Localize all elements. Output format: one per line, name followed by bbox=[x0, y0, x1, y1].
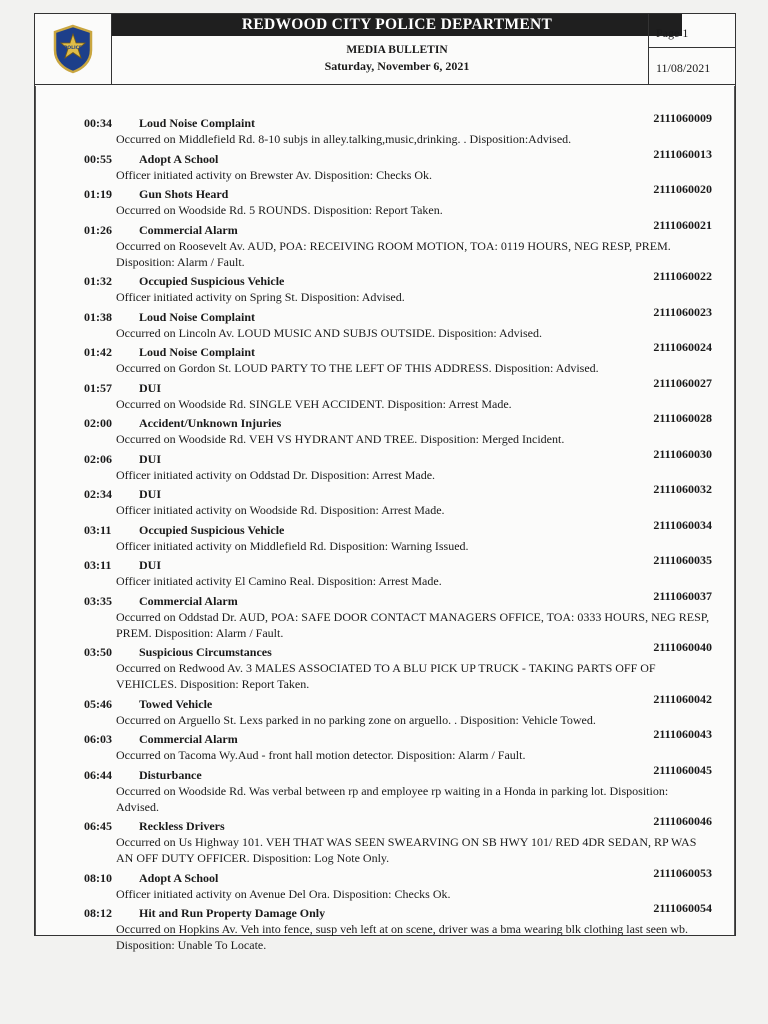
incident-entry bbox=[84, 517, 712, 554]
incident-number: 2111060046 bbox=[653, 814, 712, 828]
incident-type: DUI bbox=[139, 487, 162, 501]
printed-date: 11/08/2021 bbox=[656, 61, 711, 75]
incident-list bbox=[84, 111, 712, 957]
incident-header bbox=[84, 411, 712, 431]
incident-time: 03:50 bbox=[84, 645, 112, 659]
incident-type: Hit and Run Property Damage Only bbox=[139, 906, 326, 920]
incident-description: Officer initiated activity El Camino Real. Disposition: Arrest Made. bbox=[116, 574, 442, 588]
incident-header bbox=[84, 375, 712, 396]
incident-time: 02:00 bbox=[84, 416, 112, 430]
incident-time: 01:32 bbox=[84, 274, 112, 288]
incident-description: Occurred on Woodside Rd. Was verbal between rp and employee rp waiting in a Honda in parking lot. Disposition: Advised. bbox=[116, 783, 669, 814]
bulletin-date: Saturday, November 6, 2021 bbox=[324, 59, 470, 73]
incident-time: 06:45 bbox=[84, 819, 112, 833]
incident-type: Accident/Unknown Injuries bbox=[139, 416, 282, 430]
incident-time: 06:03 bbox=[84, 732, 112, 746]
incident-entry bbox=[84, 901, 712, 953]
incident-entry bbox=[84, 640, 712, 692]
incident-header bbox=[84, 588, 712, 609]
incident-number: 2111060009 bbox=[653, 111, 712, 125]
incident-type: Loud Noise Complaint bbox=[139, 116, 256, 130]
incident-time: 03:11 bbox=[84, 558, 112, 572]
incident-number: 2111060043 bbox=[653, 727, 712, 741]
bulletin-subtitle: MEDIA BULLETIN bbox=[346, 44, 448, 56]
incident-number: 2111060028 bbox=[653, 411, 712, 425]
incident-number: 2111060027 bbox=[653, 375, 712, 390]
incident-description: Officer initiated activity on Brewster Av. Disposition: Checks Ok. bbox=[116, 167, 433, 182]
incident-header bbox=[84, 691, 712, 712]
incident-header bbox=[84, 640, 712, 660]
incident-description: Occurred on Woodside Rd. VEH VS HYDRANT AND TREE. Disposition: Merged Incident. bbox=[116, 432, 565, 446]
incident-description: Officer initiated activity on Spring St. Disposition: Advised. bbox=[116, 290, 405, 304]
incident-entry bbox=[84, 691, 712, 728]
incident-type: Commercial Alarm bbox=[139, 732, 238, 746]
incident-number: 2111060023 bbox=[653, 304, 712, 319]
incident-type: DUI bbox=[139, 380, 162, 395]
incident-time: 00:34 bbox=[84, 116, 112, 130]
incident-type: Occupied Suspicious Vehicle bbox=[139, 522, 285, 537]
incident-type: Reckless Drivers bbox=[139, 819, 225, 833]
incident-entry bbox=[84, 269, 712, 305]
incident-entry bbox=[84, 217, 712, 270]
incident-number: 2111060032 bbox=[653, 482, 712, 496]
incident-entry bbox=[84, 588, 712, 641]
incident-entry bbox=[84, 553, 712, 589]
bulletin-page bbox=[34, 13, 736, 952]
incident-description: Occurred on Us Highway 101. VEH THAT WAS SEEN SWEARVING ON SB HWY 101/ RED 4DR SEDAN, RP WAS AN OFF DUTY OFFICER. Disposition: Log Note Only. bbox=[116, 835, 697, 865]
incident-entry bbox=[84, 762, 712, 815]
incident-time: 08:12 bbox=[84, 906, 112, 920]
incident-type: Commercial Alarm bbox=[139, 593, 238, 608]
department-title: REDWOOD CITY POLICE DEPARTMENT bbox=[112, 14, 682, 36]
bulletin-header bbox=[35, 14, 735, 85]
incident-number: 2111060022 bbox=[653, 269, 712, 283]
incident-description: Occurred on Redwood Av. 3 MALES ASSOCIATED TO A BLU PICK UP TRUCK - TAKING PARTS OFF OF VEHICLES. Disposition: Report Taken. bbox=[116, 661, 656, 691]
incident-time: 06:44 bbox=[84, 767, 112, 782]
incident-number: 2111060020 bbox=[653, 182, 712, 196]
incident-header bbox=[84, 865, 712, 886]
incident-description: Occurred on Oddstad Dr. AUD, POA: SAFE DOOR CONTACT MANAGERS OFFICE, TOA: 0333 HOURS, NEG RESP, PREM. Disposition: Alarm / Fault. bbox=[116, 609, 710, 640]
incident-entry bbox=[84, 182, 712, 218]
incident-time: 00:55 bbox=[84, 151, 112, 166]
incident-entry bbox=[84, 814, 712, 866]
incident-header bbox=[84, 304, 712, 325]
incident-description: Officer initiated activity on Woodside Rd. Disposition: Arrest Made. bbox=[116, 503, 445, 517]
incident-time: 01:26 bbox=[84, 222, 112, 237]
incident-type: Loud Noise Complaint bbox=[139, 309, 256, 324]
incident-type: DUI bbox=[139, 558, 162, 572]
page-number: Page 1 bbox=[649, 14, 736, 48]
incident-time: 01:38 bbox=[84, 309, 112, 324]
incident-entry bbox=[84, 304, 712, 341]
incident-description: Occurred on Hopkins Av. Veh into fence, susp veh left at on scene, driver was a bma wearing blk clothing last seen wb. Disposition: Unable To Locate. bbox=[116, 922, 688, 952]
incident-header bbox=[84, 111, 712, 131]
incident-time: 02:06 bbox=[84, 451, 112, 466]
incident-description: Occurred on Middlefield Rd. 8-10 subjs in alley.talking,music,drinking. . Disposition:Advised. bbox=[116, 132, 572, 146]
incident-time: 01:19 bbox=[84, 187, 112, 201]
incident-type: DUI bbox=[139, 451, 162, 466]
incident-header bbox=[84, 217, 712, 238]
bulletin-body bbox=[35, 86, 735, 952]
incident-entry bbox=[84, 727, 712, 763]
department-logo bbox=[35, 14, 112, 84]
incident-header bbox=[84, 269, 712, 289]
incident-entry bbox=[84, 865, 712, 902]
incident-description: Occurred on Gordon St. LOUD PARTY TO THE LEFT OF THIS ADDRESS. Disposition: Advised. bbox=[116, 361, 599, 375]
incident-entry bbox=[84, 111, 712, 147]
incident-header bbox=[84, 182, 712, 202]
incident-number: 2111060035 bbox=[653, 553, 712, 567]
incident-time: 03:35 bbox=[84, 593, 112, 608]
incident-time: 01:57 bbox=[84, 380, 112, 395]
incident-time: 02:34 bbox=[84, 487, 112, 501]
incident-description: Occurred on Woodside Rd. SINGLE VEH ACCIDENT. Disposition: Arrest Made. bbox=[116, 396, 512, 411]
incident-number: 2111060034 bbox=[653, 517, 712, 532]
incident-header bbox=[84, 814, 712, 834]
incident-header bbox=[84, 146, 712, 167]
incident-header bbox=[84, 482, 712, 502]
incident-type: Gun Shots Heard bbox=[139, 187, 229, 201]
police-badge-icon bbox=[51, 24, 95, 74]
incident-type: Suspicious Circumstances bbox=[139, 645, 272, 659]
incident-number: 2111060053 bbox=[653, 865, 712, 880]
incident-description: Officer initiated activity on Oddstad Dr. Disposition: Arrest Made. bbox=[116, 467, 436, 482]
incident-number: 2111060042 bbox=[653, 691, 712, 706]
incident-header bbox=[84, 553, 712, 573]
incident-number: 2111060045 bbox=[653, 762, 712, 777]
incident-entry bbox=[84, 146, 712, 183]
incident-time: 03:11 bbox=[84, 522, 112, 537]
incident-header bbox=[84, 517, 712, 538]
incident-type: Loud Noise Complaint bbox=[139, 345, 256, 359]
incident-number: 2111060054 bbox=[653, 901, 712, 915]
incident-description: Occurred on Roosevelt Av. AUD, POA: RECEIVING ROOM MOTION, TOA: 0119 HOURS, NEG RESP, PREM. Disposition: Alarm / Fault. bbox=[116, 238, 671, 269]
incident-type: Disturbance bbox=[139, 767, 202, 782]
incident-time: 08:10 bbox=[84, 870, 112, 885]
incident-header bbox=[84, 762, 712, 783]
incident-type: Occupied Suspicious Vehicle bbox=[139, 274, 285, 288]
incident-type: Adopt A School bbox=[139, 151, 219, 166]
incident-number: 2111060037 bbox=[653, 588, 712, 603]
incident-entry bbox=[84, 446, 712, 483]
incident-description: Occurred on Tacoma Wy.Aud - front hall motion detector. Disposition: Alarm / Fault. bbox=[116, 748, 526, 762]
incident-entry bbox=[84, 340, 712, 376]
incident-number: 2111060021 bbox=[653, 217, 712, 232]
incident-entry bbox=[84, 482, 712, 518]
incident-time: 01:42 bbox=[84, 345, 112, 359]
incident-header bbox=[84, 901, 712, 921]
incident-type: Adopt A School bbox=[139, 870, 219, 885]
incident-description: Occurred on Woodside Rd. 5 ROUNDS. Disposition: Report Taken. bbox=[116, 203, 443, 217]
incident-description: Occurred on Lincoln Av. LOUD MUSIC AND SUBJS OUTSIDE. Disposition: Advised. bbox=[116, 325, 542, 340]
incident-type: Commercial Alarm bbox=[139, 222, 238, 237]
logo-text: POLICE bbox=[63, 46, 83, 51]
incident-header bbox=[84, 340, 712, 360]
incident-number: 2111060024 bbox=[653, 340, 712, 354]
incident-header bbox=[84, 446, 712, 467]
incident-type: Towed Vehicle bbox=[139, 696, 213, 711]
incident-entry bbox=[84, 411, 712, 447]
incident-number: 2111060013 bbox=[653, 146, 712, 161]
incident-number: 2111060040 bbox=[653, 640, 712, 654]
incident-number: 2111060030 bbox=[653, 446, 712, 461]
incident-header bbox=[84, 727, 712, 747]
incident-time: 05:46 bbox=[84, 696, 112, 711]
incident-description: Officer initiated activity on Middlefield Rd. Disposition: Warning Issued. bbox=[116, 538, 469, 553]
page-info-box bbox=[648, 14, 736, 84]
incident-description: Occurred on Arguello St. Lexs parked in no parking zone on arguello. . Disposition: Vehicle Towed. bbox=[116, 712, 596, 727]
incident-entry bbox=[84, 375, 712, 412]
incident-description: Officer initiated activity on Avenue Del Ora. Disposition: Checks Ok. bbox=[116, 886, 451, 901]
